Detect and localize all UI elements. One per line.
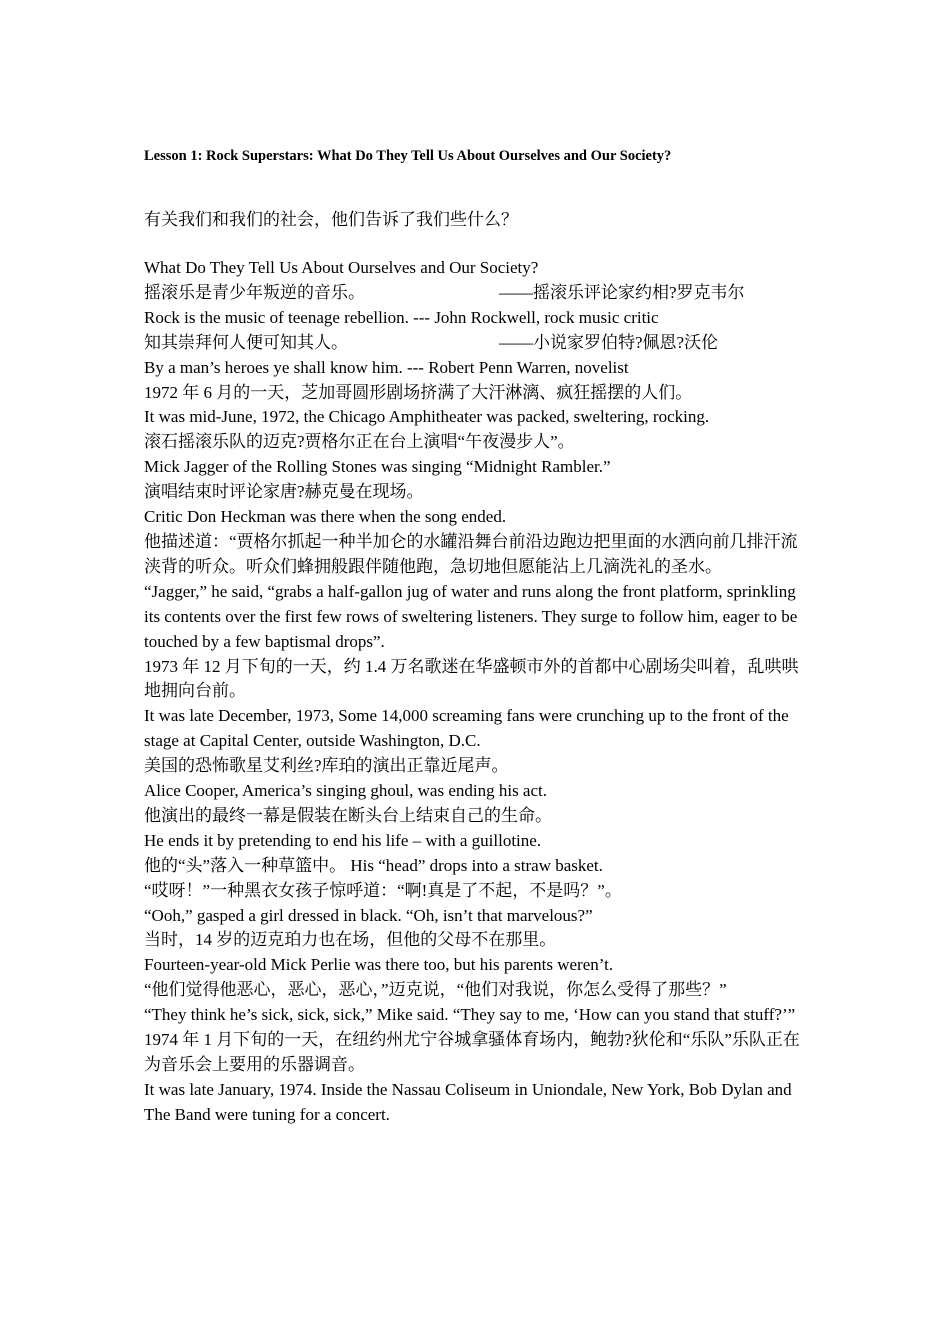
quote-cn bbox=[144, 281, 814, 306]
paragraph: Critic Don Heckman was there when the song ended. bbox=[144, 507, 507, 527]
paragraph: 滚石摇滚乐队的迈克?贾格尔正在台上演唱“午夜漫步人”。 bbox=[144, 432, 575, 452]
paragraph: 他描述道：“贾格尔抓起一种半加仑的水罐沿舞台前沿边跑边把里面的水洒向前几排汗流浃背的听众。听众们蜂拥般跟伴随他跑，急切地但愿能沾上几滴洗礼的圣水。 bbox=[144, 531, 798, 576]
quote-text: 知其崇拜何人便可知其人。 bbox=[144, 332, 348, 352]
paragraph: It was mid-June, 1972, the Chicago Amphitheater was packed, sweltering, rocking. bbox=[144, 407, 710, 427]
paragraph: “Jagger,” he said, “grabs a half-gallon jug of water and runs along the front platform, sprinkling its contents over the first few rows of sweltering listeners. They surge to follow him, eager to be touched by a few baptismal drops”. bbox=[144, 581, 798, 651]
paragraph: Mick Jagger of the Rolling Stones was singing “Midnight Rambler.” bbox=[144, 457, 611, 477]
paragraph: “Ooh,” gasped a girl dressed in black. “Oh, isn’t that marvelous?” bbox=[144, 905, 593, 925]
paragraph: 1973 年 12 月下旬的一天，约 1.4 万名歌迷在华盛顿市外的首都中心剧场尖叫着，乱哄哄地拥向台前。 bbox=[144, 656, 799, 701]
paragraph: “They think he’s sick, sick, sick,” Mike said. “They say to me, ‘How can you stand that stuff?’” bbox=[144, 1005, 796, 1025]
lesson-body bbox=[144, 256, 814, 1128]
paragraph: 他的“头”落入一种草篮中。 His “head” drops into a straw basket. bbox=[144, 855, 603, 875]
paragraph: 当时，14 岁的迈克珀力也在场，但他的父母不在那里。 bbox=[144, 930, 557, 950]
paragraph: 他演出的最终一幕是假装在断头台上结束自己的生命。 bbox=[144, 805, 552, 825]
quote-attribution: ——摇滚乐评论家约相?罗克韦尔 bbox=[499, 282, 745, 302]
paragraph: 演唱结束时评论家唐?赫克曼在现场。 bbox=[144, 482, 424, 502]
quote-cn bbox=[144, 331, 814, 356]
paragraph: 1972 年 6 月的一天，芝加哥圆形剧场挤满了大汗淋漓、疯狂摇摆的人们。 bbox=[144, 382, 693, 402]
paragraph: “哎呀！”一种黑衣女孩子惊呼道：“啊!真是了不起，不是吗？”。 bbox=[144, 880, 622, 900]
lesson-title: Lesson 1: Rock Superstars: What Do They Tell Us About Ourselves and Our Society? bbox=[144, 148, 672, 164]
paragraph: Fourteen-year-old Mick Perlie was there too, but his parents weren’t. bbox=[144, 955, 614, 975]
subtitle-cn: 有关我们和我们的社会，他们告诉了我们些什么？ bbox=[144, 210, 518, 229]
quote-attribution: ——小说家罗伯特?佩恩?沃伦 bbox=[499, 332, 719, 352]
paragraph: 美国的恐怖歌星艾利丝?库珀的演出正靠近尾声。 bbox=[144, 756, 509, 776]
paragraph: It was late December, 1973, Some 14,000 screaming fans were crunching up to the front of the stage at Capital Center, outside Washington, D.C. bbox=[144, 706, 789, 751]
paragraph: “他们觉得他恶心，恶心，恶心，”迈克说，“他们对我说，你怎么受得了那些？” bbox=[144, 980, 727, 1000]
quote-text: 摇滚乐是青少年叛逆的音乐。 bbox=[144, 282, 365, 302]
paragraph: It was late January, 1974. Inside the Nassau Coliseum in Uniondale, New York, Bob Dylan and The Band were tuning for a concert. bbox=[144, 1079, 792, 1124]
paragraph: Rock is the music of teenage rebellion. --- John Rockwell, rock music critic bbox=[144, 307, 659, 327]
paragraph: By a man’s heroes ye shall know him. --- Robert Penn Warren, novelist bbox=[144, 357, 629, 377]
paragraph: What Do They Tell Us About Ourselves and Our Society? bbox=[144, 258, 539, 277]
paragraph: Alice Cooper, America’s singing ghoul, was ending his act. bbox=[144, 781, 547, 801]
paragraph: He ends it by pretending to end his life – with a guillotine. bbox=[144, 830, 542, 850]
paragraph: 1974 年 1 月下旬的一天，在纽约州尤宁谷城拿骚体育场内，鲍勃?狄伦和“乐队”乐队正在为音乐会上要用的乐器调音。 bbox=[144, 1030, 800, 1074]
